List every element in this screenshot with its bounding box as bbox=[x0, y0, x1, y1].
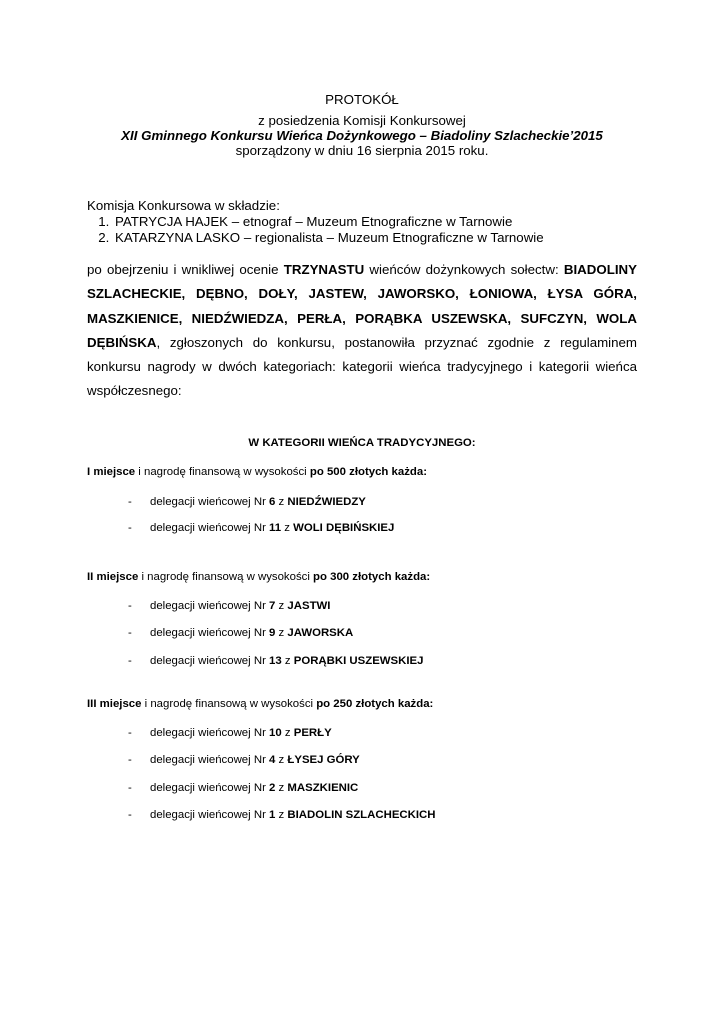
place-text: i nagrodę finansową w wysokości bbox=[138, 571, 314, 583]
village-name: PERŁY bbox=[293, 727, 332, 739]
delegation-number: 6 bbox=[269, 496, 276, 508]
award-entry bbox=[128, 600, 330, 612]
place-line bbox=[87, 698, 433, 710]
entry-prefix: delegacji wieńcowej Nr bbox=[150, 782, 270, 794]
list-dash: - bbox=[128, 496, 132, 508]
award-entry bbox=[128, 782, 358, 794]
village-list: BIADOLINY SZLACHECKIE, DĘBNO, DOŁY, JASTEW, JAWORSKO, ŁONIOWA, ŁYSA GÓRA, MASZKIENICE, NIEDŹWIEDZA, PERŁA, PORĄBKA USZEWSKA, SUFCZYN, WOLA DĘBIŃSKA bbox=[87, 262, 637, 350]
contest-name: XII Gminnego Konkursu Wieńca Dożynkowego – Biadoliny Szlacheckie’2015 bbox=[121, 128, 603, 143]
paragraph-text: wieńców dożynkowych sołectw: bbox=[364, 262, 564, 277]
delegation-number: 13 bbox=[269, 655, 282, 667]
award-entry bbox=[128, 727, 332, 739]
entry-connector: z bbox=[281, 655, 294, 667]
village-name: ŁYSEJ GÓRY bbox=[287, 754, 360, 766]
entry-prefix: delegacji wieńcowej Nr bbox=[150, 522, 270, 534]
delegation-number: 1 bbox=[269, 809, 276, 821]
village-name: WOLI DĘBIŃSKIEJ bbox=[293, 522, 395, 534]
entry-prefix: delegacji wieńcowej Nr bbox=[150, 754, 270, 766]
list-dash: - bbox=[128, 782, 132, 794]
entry-prefix: delegacji wieńcowej Nr bbox=[150, 655, 270, 667]
entry-connector: z bbox=[275, 782, 288, 794]
delegation-number: 11 bbox=[269, 522, 282, 534]
prize-amount: po 500 złotych każda: bbox=[309, 466, 427, 478]
village-name: PORĄBKI USZEWSKIEJ bbox=[293, 655, 424, 667]
list-dash: - bbox=[128, 600, 132, 612]
place-label: I miejsce bbox=[87, 466, 136, 478]
place-text: i nagrodę finansową w wysokości bbox=[141, 698, 317, 710]
delegation-number: 2 bbox=[269, 782, 276, 794]
entry-connector: z bbox=[275, 496, 288, 508]
village-name: NIEDŹWIEDZY bbox=[287, 496, 366, 508]
committee-member: 1. PATRYCJA HAJEK – etnograf – Muzeum Etnograficzne w Tarnowie bbox=[113, 214, 647, 230]
committee-members-list bbox=[87, 214, 647, 246]
entry-connector: z bbox=[275, 809, 288, 821]
award-entry bbox=[128, 655, 423, 667]
date-line: sporządzony w dniu 16 sierpnia 2015 roku. bbox=[235, 143, 489, 158]
award-entry bbox=[128, 522, 394, 534]
village-name: JAWORSKA bbox=[287, 627, 354, 639]
list-dash: - bbox=[128, 727, 132, 739]
entry-prefix: delegacji wieńcowej Nr bbox=[150, 727, 270, 739]
award-entry bbox=[128, 627, 353, 639]
delegation-number: 9 bbox=[269, 627, 276, 639]
village-name: JASTWI bbox=[287, 600, 331, 612]
list-dash: - bbox=[128, 655, 132, 667]
list-dash: - bbox=[128, 627, 132, 639]
entry-connector: z bbox=[275, 600, 288, 612]
entry-prefix: delegacji wieńcowej Nr bbox=[150, 600, 270, 612]
village-name: MASZKIENIC bbox=[287, 782, 359, 794]
committee-section bbox=[87, 198, 647, 246]
award-entry bbox=[128, 809, 435, 821]
decision-paragraph bbox=[87, 258, 637, 404]
delegation-number: 10 bbox=[269, 727, 282, 739]
committee-member: 2. KATARZYNA LASKO – regionalista – Muzeum Etnograficzne w Tarnowie bbox=[113, 230, 647, 246]
entry-connector: z bbox=[281, 727, 294, 739]
place-line bbox=[87, 571, 430, 583]
prize-amount: po 250 złotych każda: bbox=[316, 698, 434, 710]
paragraph-text: , zgłoszonych do konkursu, postanowiła przyznać zgodnie z regulaminem konkursu nagrody w dwóch kategoriach: kategorii wieńca tradycyjnego i kategorii wieńca współczesnego: bbox=[87, 334, 637, 399]
place-text: i nagrodę finansową w wysokości bbox=[135, 466, 310, 478]
list-dash: - bbox=[128, 522, 132, 534]
committee-intro: Komisja Konkursowa w składzie: bbox=[87, 198, 280, 213]
award-entry bbox=[128, 496, 366, 508]
delegation-number: 7 bbox=[269, 600, 276, 612]
entry-connector: z bbox=[281, 522, 294, 534]
place-label: III miejsce bbox=[87, 698, 142, 710]
village-name: BIADOLIN SZLACHECKICH bbox=[287, 809, 436, 821]
entry-prefix: delegacji wieńcowej Nr bbox=[150, 627, 270, 639]
entry-connector: z bbox=[275, 754, 288, 766]
entry-prefix: delegacji wieńcowej Nr bbox=[150, 809, 270, 821]
place-line bbox=[87, 466, 427, 478]
delegation-number: 4 bbox=[269, 754, 276, 766]
list-dash: - bbox=[128, 754, 132, 766]
list-dash: - bbox=[128, 809, 132, 821]
paragraph-text: po obejrzeniu i wnikliwej ocenie bbox=[87, 262, 284, 277]
wreath-count: TRZYNASTU bbox=[283, 262, 365, 277]
document-title: PROTOKÓŁ bbox=[325, 92, 399, 107]
entry-prefix: delegacji wieńcowej Nr bbox=[150, 496, 270, 508]
award-entry bbox=[128, 754, 360, 766]
document-subtitle: z posiedzenia Komisji Konkursowej bbox=[258, 113, 466, 128]
category-heading: W KATEGORII WIEŃCA TRADYCYJNEGO: bbox=[248, 437, 476, 449]
prize-amount: po 300 złotych każda: bbox=[313, 571, 431, 583]
place-label: II miejsce bbox=[87, 571, 139, 583]
entry-connector: z bbox=[275, 627, 288, 639]
